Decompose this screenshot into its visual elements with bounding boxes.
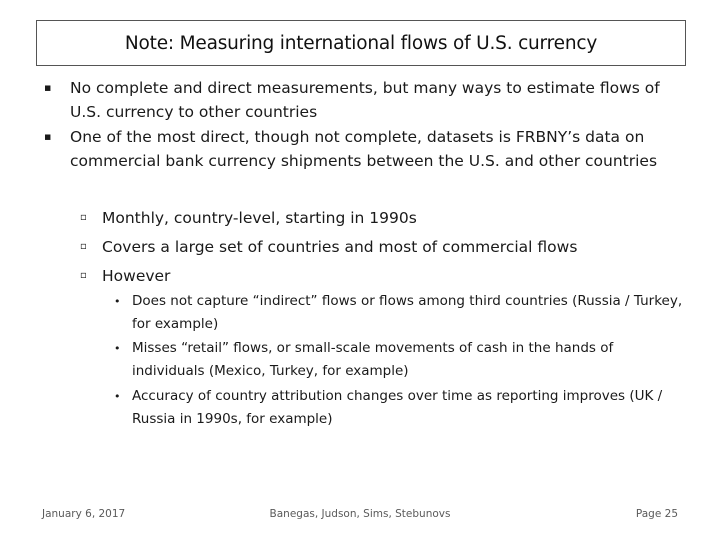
hollow-square-bullet-icon: ▫ <box>80 212 87 223</box>
dot-bullet-icon: • <box>114 295 121 308</box>
bullet-text: One of the most direct, though not complete, datasets is FRBNY’s data on commercial bank currency shipments between the U.S. and other countries <box>70 128 658 170</box>
sub-bullet-text: However <box>102 267 171 285</box>
sub-bullet-item <box>80 264 680 288</box>
title-box <box>36 20 686 66</box>
sub-bullet-text: Monthly, country-level, starting in 1990s <box>102 209 417 227</box>
square-bullet-icon: ▪ <box>44 81 52 94</box>
sub-bullet-item <box>80 235 680 259</box>
sub-bullet-text: Covers a large set of countries and most of commercial flows <box>102 238 578 256</box>
footer-page-number: Page 25 <box>635 508 678 520</box>
sub-sub-bullet-item <box>114 337 689 383</box>
bullet-item <box>44 125 694 173</box>
bullet-text: No complete and direct measurements, but many ways to estimate flows of U.S. currency to other countries <box>70 79 660 121</box>
slide-title: Note: Measuring international flows of U.S. currency <box>124 32 598 54</box>
bullet-item <box>44 76 694 124</box>
sub-sub-bullet-text: Accuracy of country attribution changes over time as reporting improves (UK / Russia in 1990s, for example) <box>132 388 663 427</box>
sub-sub-bullet-item <box>114 290 689 336</box>
sub-sub-bullet-text: Misses “retail” flows, or small-scale movements of cash in the hands of individuals (Mexico, Turkey, for example) <box>132 340 614 379</box>
dot-bullet-icon: • <box>114 390 121 403</box>
sub-sub-bullet-text: Does not capture “indirect” flows or flows among third countries (Russia / Turkey, for example) <box>132 293 683 332</box>
dot-bullet-icon: • <box>114 342 121 355</box>
footer-date: January 6, 2017 <box>42 508 126 520</box>
sub-sub-bullet-item <box>114 385 689 431</box>
sub-bullet-item <box>80 206 680 230</box>
square-bullet-icon: ▪ <box>44 130 52 143</box>
hollow-square-bullet-icon: ▫ <box>80 270 87 281</box>
footer-authors: Banegas, Judson, Sims, Stebunovs <box>269 508 451 520</box>
hollow-square-bullet-icon: ▫ <box>80 241 87 252</box>
